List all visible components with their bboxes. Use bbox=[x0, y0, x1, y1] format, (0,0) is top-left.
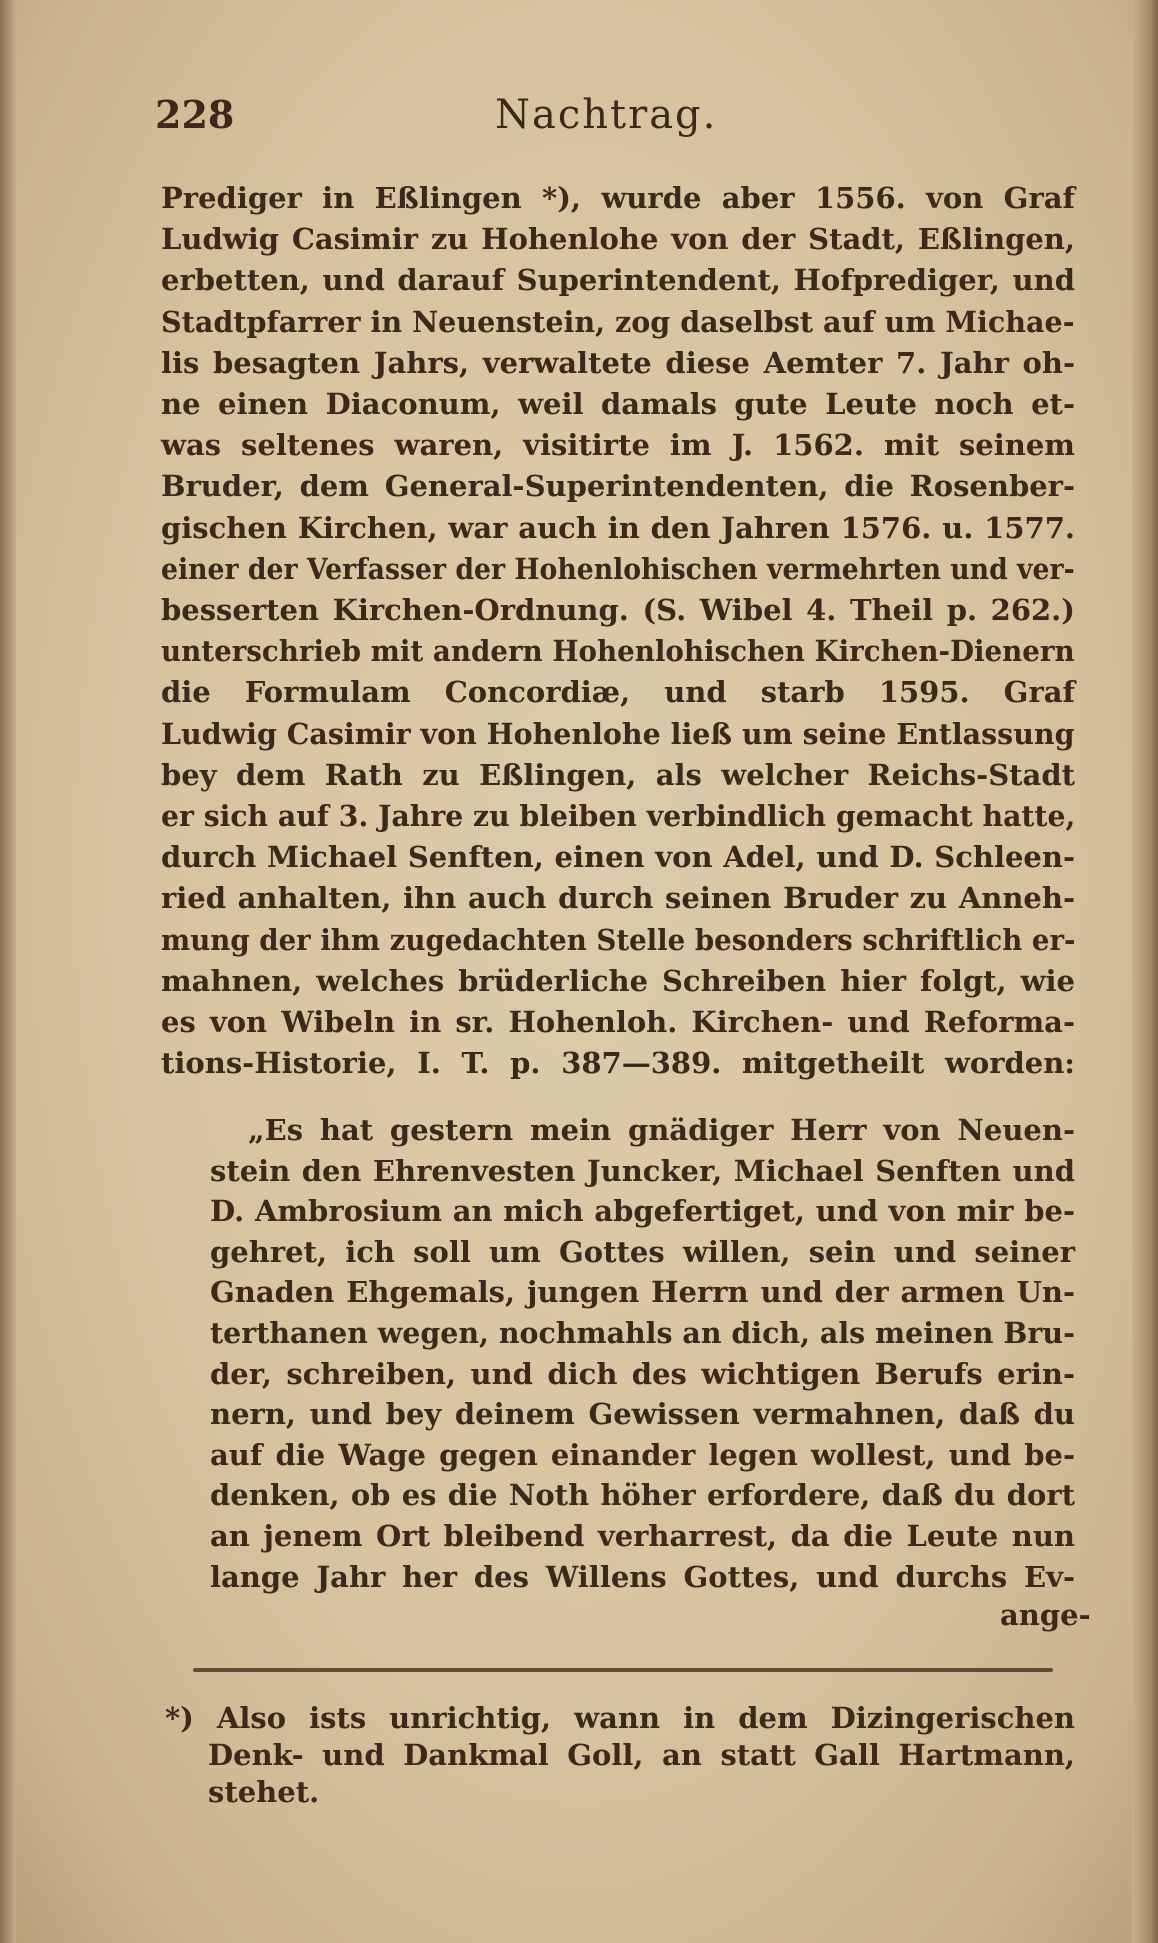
text-line: unterschrieb mit andern Hohenlohischen Kirchen-Dienern bbox=[161, 634, 1075, 669]
quote-line: an jenem Ort bleibend verharrest, da die Leute nun bbox=[210, 1519, 1075, 1553]
page-header bbox=[155, 92, 1075, 142]
quote-line: terthanen wegen, nochmahls an dich, als meinen Bru- bbox=[210, 1316, 1075, 1350]
running-title: Nachtrag. bbox=[495, 92, 718, 138]
text-line: was seltenes waren, visitirte im J. 1562. mit seinem bbox=[161, 428, 1075, 463]
text-line: bey dem Rath zu Eßlingen, als welcher Reichs-Stadt bbox=[161, 757, 1075, 792]
text-line: ried anhalten, ihn auch durch seinen Bruder zu Anneh- bbox=[161, 881, 1075, 916]
page-number: 228 bbox=[155, 92, 235, 137]
text-line: einer der Verfasser der Hohenlohischen vermehrten und ver- bbox=[161, 551, 1075, 586]
text-line: erbetten, und darauf Superintendent, Hofprediger, und bbox=[161, 263, 1075, 298]
text-line: es von Wibeln in sr. Hohenloh. Kirchen- und Reforma- bbox=[161, 1005, 1075, 1039]
text-line: tions-Historie, I. T. p. 387—389. mitgetheilt worden: bbox=[161, 1046, 1075, 1081]
text-line: mahnen, welches brüderliche Schreiben hier folgt, wie bbox=[161, 963, 1075, 998]
quote-line: „Es hat gestern mein gnädiger Herr von Neuen- bbox=[248, 1113, 1075, 1147]
text-line: Bruder, dem General-Superintendenten, die Rosenber- bbox=[161, 469, 1075, 504]
text-line: ne einen Diaconum, weil damals gute Leute noch et- bbox=[161, 387, 1075, 421]
text-line: lis besagten Jahrs, verwaltete diese Aemter 7. Jahr oh- bbox=[161, 345, 1075, 380]
text-line: durch Michael Senften, einen von Adel, und D. Schleen- bbox=[161, 840, 1075, 875]
text-line: besserten Kirchen-Ordnung. (S. Wibel 4. Theil p. 262.) bbox=[161, 593, 1075, 627]
page-edge-left bbox=[0, 0, 16, 1943]
text-line: die Formulam Concordiæ, und starb 1595. Graf bbox=[161, 675, 1075, 710]
footnote-line: Denk- und Dankmal Goll, an statt Gall Hartmann, bbox=[208, 1738, 1075, 1772]
quote-line: Gnaden Ehgemals, jungen Herrn und der armen Un- bbox=[210, 1275, 1075, 1310]
footnote-line: stehet. bbox=[208, 1775, 320, 1809]
text-line: Ludwig Casimir von Hohenlohe ließ um seine Entlassung bbox=[161, 716, 1075, 751]
text-line: gischen Kirchen, war auch in den Jahren 1576. u. 1577. bbox=[161, 510, 1075, 545]
text-line: Ludwig Casimir zu Hohenlohe von der Stadt, Eßlingen, bbox=[161, 222, 1075, 257]
text-line: Prediger in Eßlingen *), wurde aber 1556. von Graf bbox=[161, 181, 1075, 215]
quote-line: auf die Wage gegen einander legen wollest, und be- bbox=[210, 1437, 1075, 1472]
catchword: ange- bbox=[1000, 1598, 1091, 1632]
page-edge-right bbox=[1132, 0, 1158, 1943]
text-line: er sich auf 3. Jahre zu bleiben verbindlich gemacht hatte, bbox=[161, 799, 1076, 833]
quote-line: lange Jahr her des Willens Gottes, und durchs Ev- bbox=[210, 1559, 1075, 1594]
quote-line: D. Ambrosium an mich abgefertiget, und von mir be- bbox=[210, 1194, 1075, 1229]
footnote-line: *) Also ists unrichtig, wann in dem Dizingerischen bbox=[165, 1701, 1075, 1735]
quote-line: stein den Ehrenvesten Juncker, Michael Senften und bbox=[210, 1153, 1075, 1188]
quote-line: gehret, ich soll um Gottes willen, sein und seiner bbox=[210, 1234, 1075, 1269]
quote-line: nern, und bey deinem Gewissen vermahnen, daß du bbox=[210, 1397, 1075, 1432]
text-line: mung der ihm zugedachten Stelle besonders schriftlich er- bbox=[161, 922, 1076, 957]
text-line: Stadtpfarrer in Neuenstein, zog daselbst auf um Michae- bbox=[161, 304, 1075, 339]
quote-line: denken, ob es die Noth höher erfordere, daß du dort bbox=[210, 1478, 1075, 1513]
quote-line: der, schreiben, und dich des wichtigen Berufs erin- bbox=[210, 1356, 1075, 1391]
footnote-rule bbox=[193, 1668, 1053, 1672]
